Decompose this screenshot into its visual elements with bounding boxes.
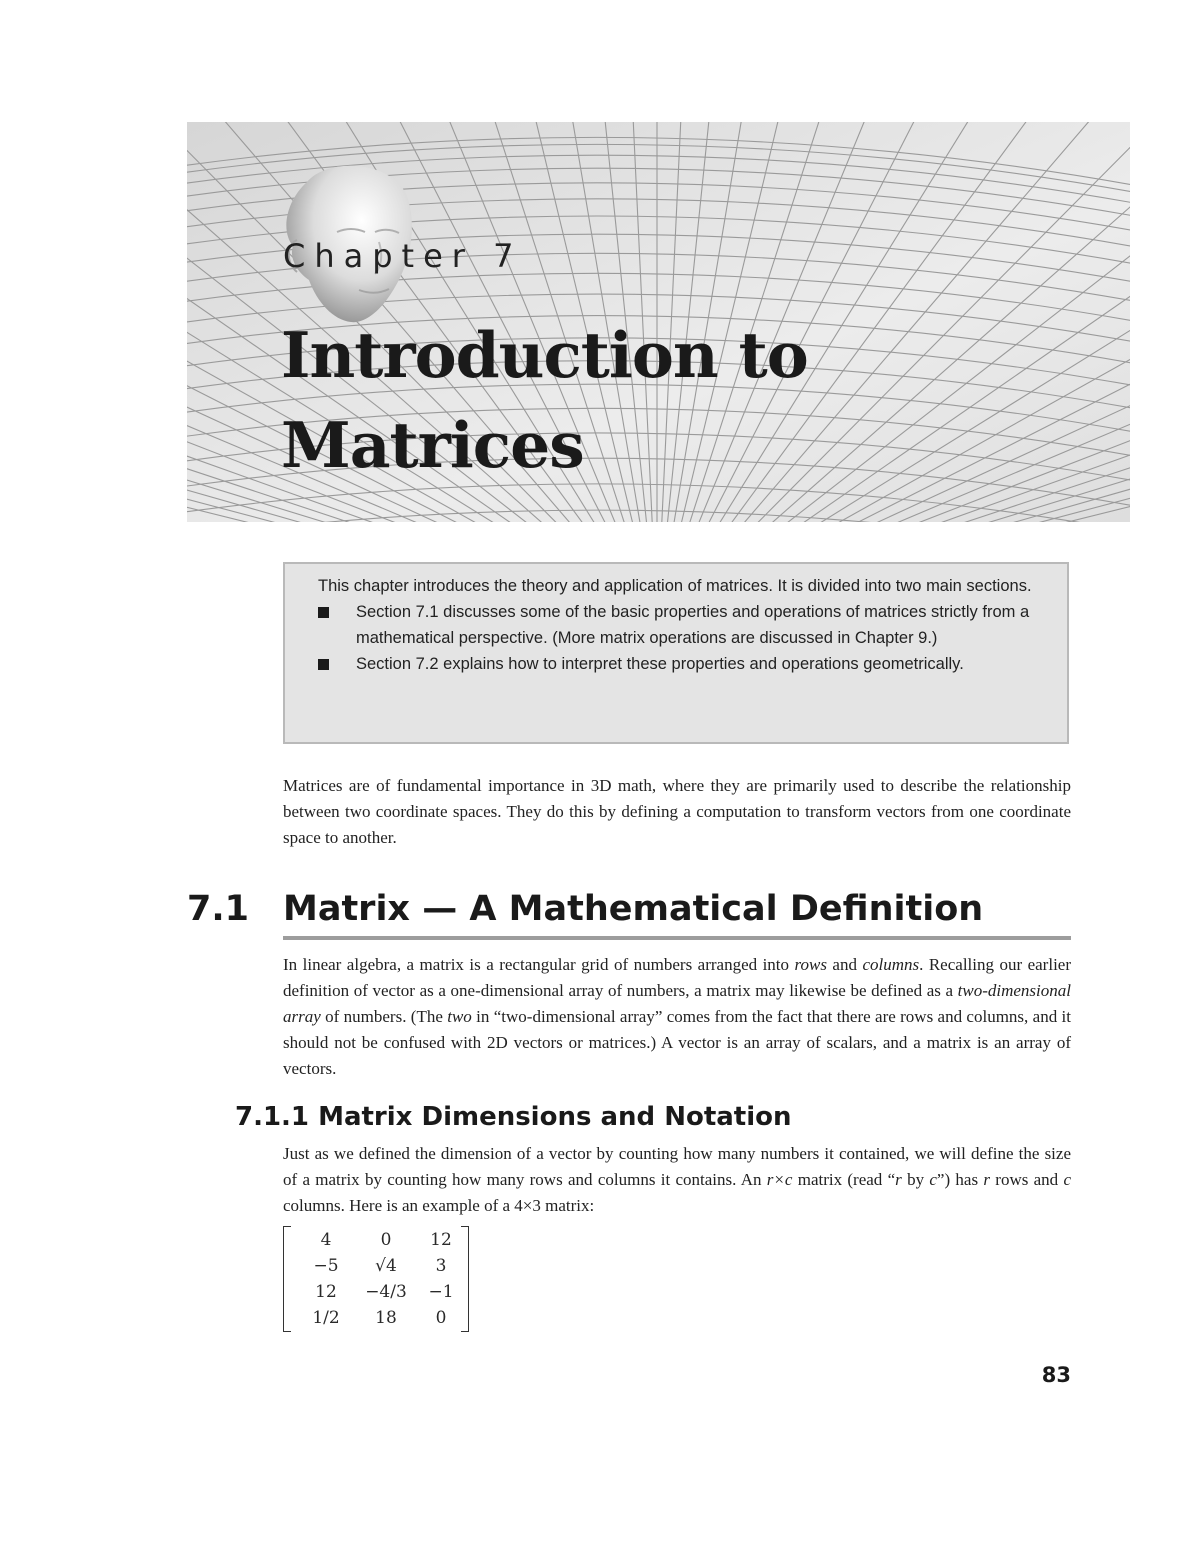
emphasis-columns: columns [862,955,920,974]
emphasis-rows: rows [794,955,827,974]
matrix-left-bracket [283,1226,291,1332]
text-run: by [901,1170,930,1189]
chapter-summary-box [283,562,1069,744]
matrix-cell: −4/3 [365,1282,407,1302]
matrix-row [295,1227,467,1253]
text-run: Just as we defined the dimension of a vector by counting how many numbers it contained, we will define the size of a matrix by counting how many rows and columns it contains. An [283,1144,1071,1189]
section-title: Matrix — A Mathematical Definition [283,889,984,929]
matrix-cell: 0 [435,1308,447,1328]
page-number: 83 [1041,1363,1071,1387]
chapter-label: Chapter 7 [283,237,523,275]
matrix-cell: 3 [435,1256,447,1276]
emphasis-two-dimensional-array: two-dimensional array [283,981,1071,1026]
emphasis-r: r [983,1170,990,1189]
matrix-cell: 0 [380,1230,392,1250]
chapter-title-line-1: Introduction to [281,318,808,392]
chapter-title-line-2: Matrices [281,408,584,482]
summary-bullet-item [318,599,1037,651]
matrix-cell: 12 [430,1230,452,1250]
section-divider [283,936,1071,940]
example-matrix [283,1226,469,1332]
emphasis-c: c [1063,1170,1072,1189]
subsection-paragraph [283,1141,1071,1219]
matrix-cell: 1/2 [312,1308,340,1328]
summary-intro: This chapter introduces the theory and application of matrices. It is divided into two main sections. [318,577,1032,595]
text-run: and [826,955,863,974]
summary-bullet-text: Section 7.1 discusses some of the basic properties and operations of matrices strictly from a mathematical perspective. (More matrix operations are discussed in Chapter 9.) [356,603,1030,647]
summary-bullet-text: Section 7.2 explains how to interpret these properties and operations geometrically. [356,655,964,673]
text-run: matrix (read “ [792,1170,896,1189]
summary-bullet-list [318,599,1037,677]
intro-paragraph: Matrices are of fundamental importance in 3D math, where they are primarily used to describe the relationship between two coordinate spaces. They do this by defining a computation to transform vectors from one coordinate space to another. [283,776,1071,847]
square-bullet-icon [318,607,329,618]
emphasis-c: c [929,1170,937,1189]
emphasis-two: two [447,1007,472,1026]
text-run: columns. Here is an example of a 4×3 matrix: [283,1196,595,1215]
matrix-row [295,1253,467,1279]
matrix-cell: √4 [375,1256,397,1276]
summary-bullet-item [318,651,1037,677]
matrix-cell: −5 [313,1256,339,1276]
square-bullet-icon [318,659,329,670]
matrix-cell: 18 [375,1308,397,1328]
matrix-cell: 4 [320,1230,332,1250]
chapter-title [281,310,1101,490]
matrix-grid [295,1227,467,1331]
text-run: . Recalling our earlier definition of vector as a one-dimensional array of numbers, a matrix may likewise be defined as a [283,955,1071,1000]
text-run: rows and [990,1170,1064,1189]
text-run: ”) has [936,1170,984,1189]
matrix-cell: 12 [315,1282,337,1302]
emphasis-r-by-c: r×c [766,1170,793,1189]
chapter-banner [187,122,1130,522]
text-run: of numbers. (The [320,1007,448,1026]
matrix-cell: −1 [428,1282,454,1302]
section-paragraph [283,952,1071,1082]
text-run: In linear algebra, a matrix is a rectangular grid of numbers arranged into [283,955,795,974]
section-number: 7.1 [187,889,250,929]
subsection-heading: 7.1.1 Matrix Dimensions and Notation [235,1102,792,1132]
emphasis-r: r [895,1170,902,1189]
text-run: in “two-dimensional array” comes from the fact that there are rows and columns, and it should not be confused with 2D vectors or matrices.) A vector is an array of scalars, and a matrix is an array of vectors. [283,1007,1071,1078]
matrix-row [295,1305,467,1331]
matrix-right-bracket [461,1226,469,1332]
matrix-row [295,1279,467,1305]
